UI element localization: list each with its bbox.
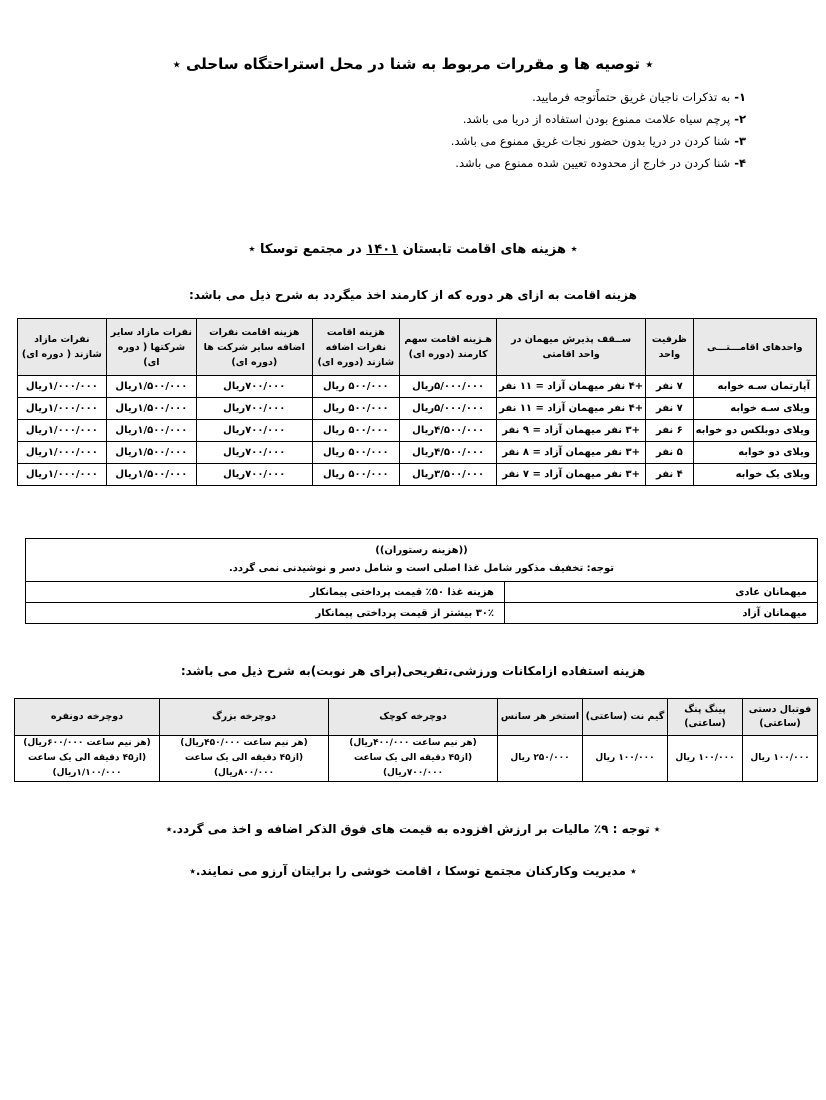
table-row <box>26 603 818 624</box>
table-cell: +۳ نفر میهمان آزاد = ۹ نفر <box>497 420 646 442</box>
table-cell: آپارتمان سـه خوابه <box>693 376 816 398</box>
table-cell: ویلای یک خوابه <box>693 464 816 486</box>
table-cell: ۵۰۰/۰۰۰ ریال <box>312 442 400 464</box>
column-header: ســقف پذیرش میهمان در واحد اقامتی <box>497 319 646 376</box>
table-cell: ۵/۰۰۰/۰۰۰ریال <box>400 398 497 420</box>
table-cell: ۷۰۰/۰۰۰ریال <box>197 464 312 486</box>
guest-type-label: میهمانان عادی <box>505 582 818 603</box>
restaurant-title: ((هزینه رستوران)) <box>375 545 468 556</box>
table-cell: ۵ نفر <box>646 442 694 464</box>
table-cell: ۵۰۰/۰۰۰ ریال <box>312 420 400 442</box>
rule-text: شنا کردن در دریا بدون حضور نجات غریق ممنوع می باشد. <box>450 134 731 148</box>
column-header: دوچرخه کوچک <box>329 699 498 736</box>
restaurant-cost-table <box>25 538 818 624</box>
costs-heading-year: ۱۴۰۱ <box>366 242 399 257</box>
table-row <box>18 398 817 420</box>
tax-note: ٭ توجه : ۹٪ مالیات بر ارزش افزوده به قیمت های فوق الذکر اضافه و اخذ می گردد.٭ <box>165 822 661 836</box>
rule-text: به تذکرات ناجیان غریق حتماًتوجه فرمایید. <box>532 90 731 104</box>
table-cell: ۱/۵۰۰/۰۰۰ریال <box>106 442 196 464</box>
rule-item <box>86 130 746 152</box>
rule-item <box>86 152 746 174</box>
table-row <box>18 376 817 398</box>
rule-number: ۳- <box>734 134 746 148</box>
table-cell: ۷ نفر <box>646 398 694 420</box>
table-cell: ویلای دوبلکس دو خوابه <box>693 420 816 442</box>
price-text: (از۴۵ دقیقه الی یک ساعت ۸۰۰/۰۰۰ریال) <box>184 753 304 778</box>
column-header: هـزینه اقامت سهم کارمند (دوره ای) <box>400 319 497 376</box>
swimming-rules-list <box>86 86 746 174</box>
table-cell: ۷۰۰/۰۰۰ریال <box>197 442 312 464</box>
column-header: ظرفیت واحد <box>646 319 694 376</box>
table-cell: ۱/۰۰۰/۰۰۰ریال <box>18 376 107 398</box>
table-cell: ۱/۰۰۰/۰۰۰ریال <box>18 464 107 486</box>
table-cell: ۱/۵۰۰/۰۰۰ریال <box>106 420 196 442</box>
rule-number: ۲- <box>734 112 746 126</box>
table-row <box>18 442 817 464</box>
column-header: گیم نت (ساعتی) <box>583 699 668 736</box>
column-header: فوتبال دستی (ساعتی) <box>743 699 818 736</box>
column-header: نفرات مازاد سایر شرکتها ( دوره ای) <box>106 319 196 376</box>
column-header: نفرات مازاد شازند ( دوره ای) <box>18 319 107 376</box>
table-cell: ۴/۵۰۰/۰۰۰ریال <box>400 420 497 442</box>
guest-type-cost: ۳۰٪ بیشتر از قیمت پرداختی پیمانکار <box>26 603 505 624</box>
price-text: (از۴۵ دقیقه الی یک ساعت ۷۰۰/۰۰۰ریال) <box>353 753 473 778</box>
guest-type-label: میهمانان آزاد <box>505 603 818 624</box>
restaurant-header <box>26 539 818 582</box>
table-cell: ۵۰۰/۰۰۰ ریال <box>312 376 400 398</box>
restaurant-note: توجه: تخفیف مذکور شامل غذا اصلی است و شامل دسر و نوشیدنی نمی گردد. <box>229 563 614 574</box>
table-cell <box>498 736 583 782</box>
table-row <box>18 420 817 442</box>
price-text: (از۴۵ دقیقه الی یک ساعت ۱/۱۰۰/۰۰۰ریال) <box>27 753 147 778</box>
table-cell: ۵۰۰/۰۰۰ ریال <box>312 464 400 486</box>
table-row <box>18 464 817 486</box>
rule-number: ۴- <box>734 156 746 170</box>
column-header: هزینه اقامت نفرات اضافه شازند (دوره ای) <box>312 319 400 376</box>
table-cell: ویلای سـه خوابه <box>693 398 816 420</box>
table-cell <box>160 736 329 782</box>
table-header-row <box>15 699 818 736</box>
costs-heading-text: ٭ هزینه های اقامت تابستان <box>398 242 578 257</box>
price-text: (هر نیم ساعت ۴۵۰/۰۰۰ریال) <box>180 738 308 748</box>
accommodation-rates-table <box>17 318 817 486</box>
table-row <box>15 736 818 782</box>
table-cell: ۷۰۰/۰۰۰ریال <box>197 398 312 420</box>
table-cell: ۱/۵۰۰/۰۰۰ریال <box>106 398 196 420</box>
rule-text: شنا کردن در خارج از محدوده تعیین شده ممنوع می باشد. <box>455 156 731 170</box>
table-cell: ۱/۰۰۰/۰۰۰ریال <box>18 398 107 420</box>
table-cell: ۷۰۰/۰۰۰ریال <box>197 420 312 442</box>
table-cell <box>668 736 743 782</box>
sports-heading: هزینه استفاده ازامکانات ورزشی،تفریحی(برای هر نوبت)به شرح ذیل می باشد: <box>180 664 646 678</box>
costs-heading-text-end: در مجتمع توسکا ٭ <box>248 242 367 257</box>
farewell-note: ٭ مدیریت وکارکنان مجتمع توسکا ، اقامت خوشی را برایتان آرزو می نمایند.٭ <box>189 864 637 878</box>
column-header: پینگ پنگ (ساعتی) <box>668 699 743 736</box>
table-cell: +۳ نفر میهمان آزاد = ۷ نفر <box>497 464 646 486</box>
rule-item <box>86 86 746 108</box>
table-cell <box>583 736 668 782</box>
table-cell <box>15 736 160 782</box>
table-cell: ۱/۰۰۰/۰۰۰ریال <box>18 420 107 442</box>
price-text: (هر نیم ساعت ۶۰۰/۰۰۰ریال) <box>23 738 151 748</box>
table-header-row <box>18 319 817 376</box>
price-text: ۲۵۰/۰۰۰ ریال <box>510 753 570 763</box>
table-cell: +۴ نفر میهمان آزاد = ۱۱ نفر <box>497 398 646 420</box>
costs-heading <box>0 242 826 257</box>
table-cell: ۱/۰۰۰/۰۰۰ریال <box>18 442 107 464</box>
table-cell: ۶ نفر <box>646 420 694 442</box>
table-cell: +۳ نفر میهمان آزاد = ۸ نفر <box>497 442 646 464</box>
table-cell: ۵/۰۰۰/۰۰۰ریال <box>400 376 497 398</box>
table-cell: ۷ نفر <box>646 376 694 398</box>
column-header: دوچرخه دونفره <box>15 699 160 736</box>
price-text: ۱۰۰/۰۰۰ ریال <box>595 753 655 763</box>
column-header: هزینه اقامت نفرات اضافه سایر شرکت ها (دوره ای) <box>197 319 312 376</box>
table-cell: ۴/۵۰۰/۰۰۰ریال <box>400 442 497 464</box>
column-header: دوچرخه بزرگ <box>160 699 329 736</box>
table-cell <box>743 736 818 782</box>
rule-item <box>86 108 746 130</box>
column-header: استخر هر سانس <box>498 699 583 736</box>
column-header: واحدهای اقامـــتـــی <box>693 319 816 376</box>
guest-type-cost: هزینه غذا ۵۰٪ قیمت پرداختی پیمانکار <box>26 582 505 603</box>
price-text: ۱۰۰/۰۰۰ ریال <box>675 753 735 763</box>
table-cell: ویلای دو خوابه <box>693 442 816 464</box>
table-cell: +۴ نفر میهمان آزاد = ۱۱ نفر <box>497 376 646 398</box>
rule-number: ۱- <box>734 90 746 104</box>
price-text: (هر نیم ساعت ۴۰۰/۰۰۰ریال) <box>349 738 477 748</box>
table-cell: ۴ نفر <box>646 464 694 486</box>
rule-text: پرچم سیاه علامت ممنوع بودن استفاده از دریا می باشد. <box>462 112 731 126</box>
table-cell: ۵۰۰/۰۰۰ ریال <box>312 398 400 420</box>
page-title: ٭ توصیه ها و مقررات مربوط به شنا در محل استراحتگاه ساحلی ٭ <box>172 55 654 73</box>
table-cell: ۱/۵۰۰/۰۰۰ریال <box>106 376 196 398</box>
sports-facilities-table <box>14 698 818 782</box>
restaurant-header-row <box>26 539 818 582</box>
table-cell: ۳/۵۰۰/۰۰۰ریال <box>400 464 497 486</box>
costs-subheading: هزینه اقامت به ازای هر دوره که از کارمند اخذ میگردد به شرح ذیل می باشد: <box>189 288 637 302</box>
table-cell: ۷۰۰/۰۰۰ریال <box>197 376 312 398</box>
table-cell <box>329 736 498 782</box>
table-cell: ۱/۵۰۰/۰۰۰ریال <box>106 464 196 486</box>
table-row <box>26 582 818 603</box>
price-text: ۱۰۰/۰۰۰ ریال <box>750 753 810 763</box>
